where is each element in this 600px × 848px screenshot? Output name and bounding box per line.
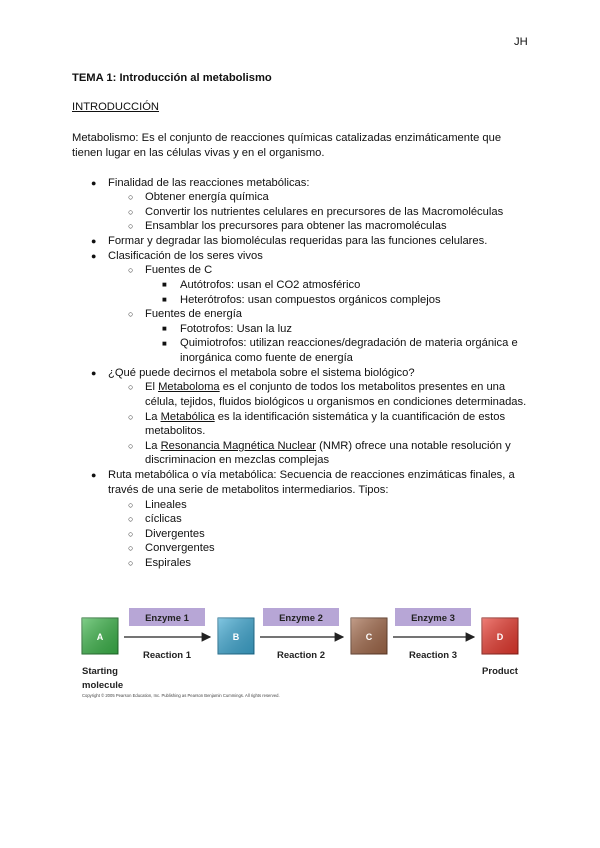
enzyme-1-label: Enzyme 1 [145,613,189,624]
molecule-b-label: B [232,632,240,642]
list-item: Quimiotrofos: utilizan reacciones/degradación de materia orgánica e [180,337,518,349]
list-item: Heterótrofos: usan compuestos orgánicos complejos [180,294,441,306]
circle-bullet-icon: ○ [128,529,134,539]
list-item: Autótrofos: usan el CO2 atmosférico [180,279,361,291]
reaction-3-label: Reaction 3 [408,650,458,661]
enzyme-2 [263,608,339,626]
bullet-dot-icon: ● [91,251,97,261]
list-item: El Metaboloma es el conjunto de todos los metabolitos presentes en una [145,381,506,393]
list-item: Espirales [145,557,192,569]
molecule-d [482,618,518,654]
circle-bullet-icon: ○ [128,441,134,451]
square-bullet-icon: ■ [162,295,167,304]
list-item: Divergentes [145,528,205,540]
enzyme-1 [129,608,205,626]
list-item: La Metabólica es la identificación sistemática y la cuantificación de estos [145,411,506,423]
circle-bullet-icon: ○ [128,543,134,553]
circle-bullet-icon: ○ [128,514,134,524]
molecule-d-label: D [496,632,504,642]
list-item: Ensamblar los precursores para obtener las macromoléculas [145,220,447,232]
square-bullet-icon: ■ [162,280,167,289]
page-title: TEMA 1: Introducción al metabolismo [72,72,272,84]
square-bullet-icon: ■ [162,324,167,333]
circle-bullet-icon: ○ [128,265,134,275]
list-item: inorgánica como fuente de energía [180,352,353,364]
list-item: través de una serie de metabolitos intermediarios. Tipos: [108,484,389,496]
intro-line-2: tienen lugar en las células vivas y en el organismo. [72,147,325,159]
list-item: ¿Qué puede decirnos el metabola sobre el sistema biológico? [108,367,415,379]
square-bullet-icon: ■ [162,339,167,348]
list-item: célula, tejidos, fluidos biológicos u organismos en condiciones determinadas. [145,396,527,408]
molecule-c-label: C [365,632,373,642]
enzyme-3-label: Enzyme 3 [411,613,455,624]
metaboloma-link[interactable]: Metaboloma [158,381,220,393]
list-item: La Resonancia Magnética Nuclear (NMR) ofrece una notable resolución y [145,440,511,452]
reaction-2-label: Reaction 2 [276,650,326,661]
circle-bullet-icon: ○ [128,207,134,217]
circle-bullet-icon: ○ [128,221,134,231]
bullet-dot-icon: ● [91,178,97,188]
list-item: Convergentes [145,542,215,554]
list-item: metabolitos. [145,425,206,437]
copyright-text: Copyright © 2005 Pearson Education, Inc. Publishing as Pearson Benjamin Cummings. All rights reserved. [82,693,280,698]
list-item: Obtener energía química [145,191,269,203]
circle-bullet-icon: ○ [128,558,134,568]
enzyme-2-label: Enzyme 2 [279,613,323,624]
bullet-dot-icon: ● [91,368,97,378]
circle-bullet-icon: ○ [128,192,134,202]
bullet-dot-icon: ● [91,236,97,246]
molecule-label: molecule [82,680,124,691]
metabolica-link[interactable]: Metabólica [160,411,215,423]
circle-bullet-icon: ○ [128,500,134,510]
list-item: Clasificación de los seres vivos [108,250,263,262]
list-item: Fuentes de C [145,264,213,276]
section-heading: INTRODUCCIÓN [72,101,160,113]
list-item: Fuentes de energía [145,308,243,320]
rmn-link[interactable]: Resonancia Magnética Nuclear [160,440,317,452]
circle-bullet-icon: ○ [128,309,134,319]
list-item: Formar y degradar las biomoléculas requeridas para las funciones celulares. [108,235,488,247]
pathway-diagram [76,604,526,704]
list-item: cíclicas [145,513,182,525]
list-item: Ruta metabólica o vía metabólica: Secuencia de reacciones enzimáticas finales, a [108,469,515,481]
reaction-1-label: Reaction 1 [142,650,192,661]
circle-bullet-icon: ○ [128,412,134,422]
bullet-dot-icon: ● [91,470,97,480]
molecule-b [218,618,254,654]
enzyme-3 [395,608,471,626]
product-label: Product [482,666,518,677]
list-item: Fototrofos: Usan la luz [180,323,292,335]
molecule-c [351,618,387,654]
circle-bullet-icon: ○ [128,382,134,392]
list-item: Lineales [145,499,187,511]
list-item: Finalidad de las reacciones metabólicas: [108,177,310,189]
list-item: Convertir los nutrientes celulares en precursores de las Macromoléculas [145,206,504,218]
molecule-a-label: A [96,632,104,642]
intro-line-1: Metabolismo: Es el conjunto de reacciones químicas catalizadas enzimáticamente que [72,132,502,144]
starting-label: Starting [82,666,118,677]
list-item: discriminacion en mezclas complejas [145,454,330,466]
author-initials: JH [514,36,528,48]
molecule-a [82,618,118,654]
